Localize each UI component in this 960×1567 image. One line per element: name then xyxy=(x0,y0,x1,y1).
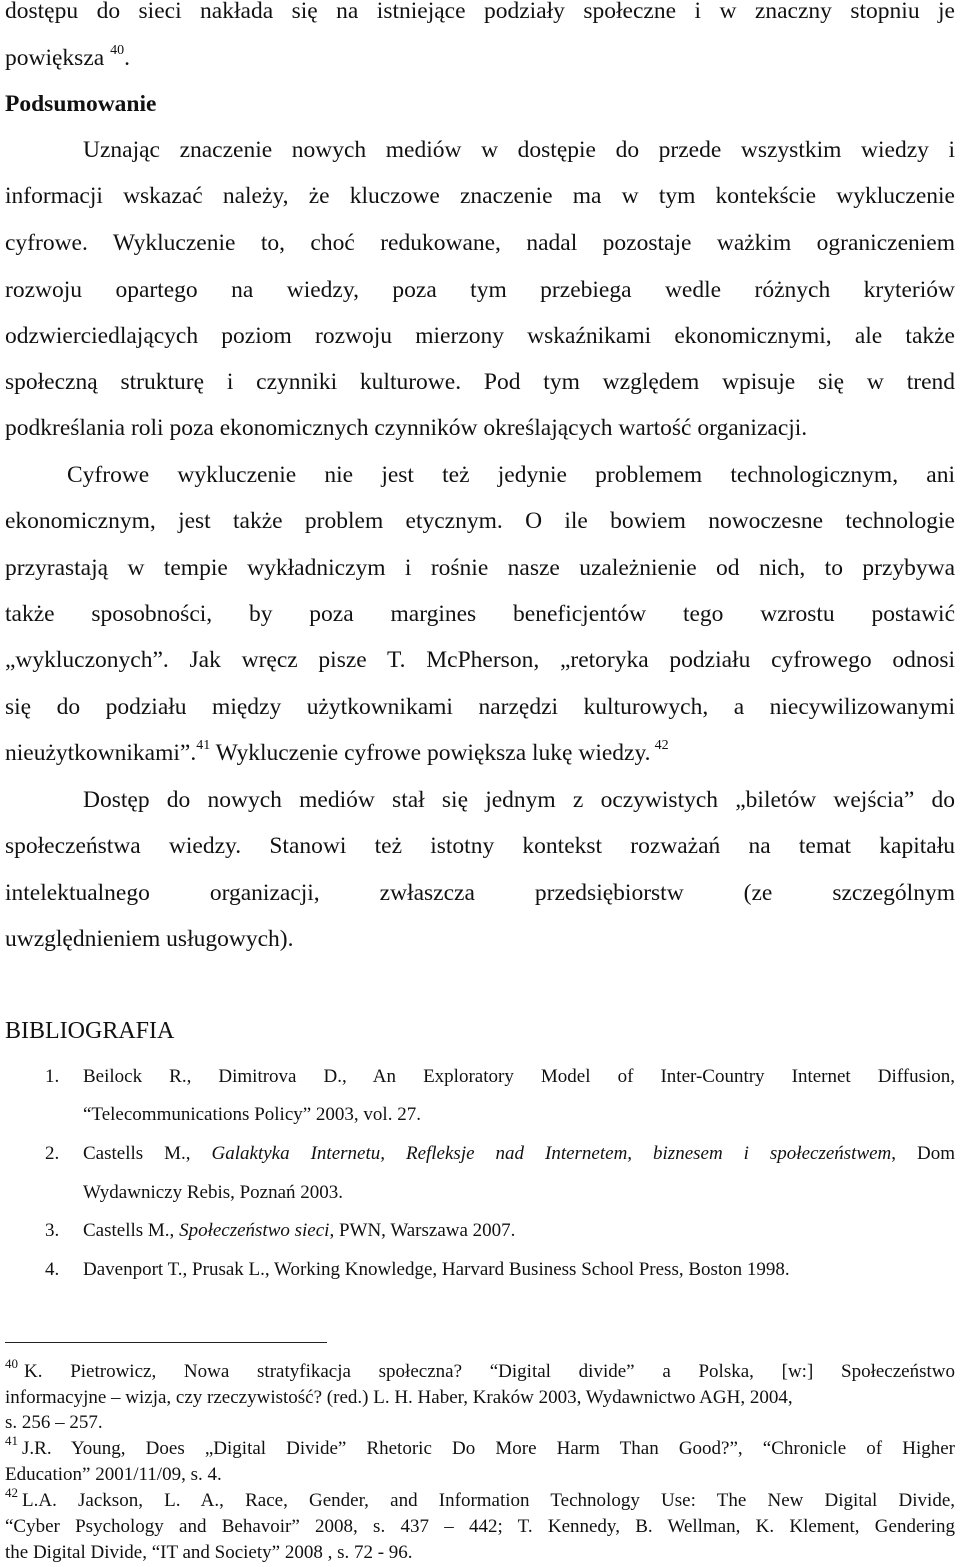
bibliography-title: BIBLIOGRAFIA xyxy=(5,1018,175,1044)
footnote-line xyxy=(5,1485,955,1514)
body-line: przyrastają w tempie wykładniczym i rośnie nasze uzależnienie od nich, to przybywa xyxy=(5,555,955,581)
body-line: Dostęp do nowych mediów stał się jednym z oczywistych „biletów wejścia” do xyxy=(83,787,955,813)
body-text: . xyxy=(124,45,130,71)
bibliography-line: Wydawniczy Rebis, Poznań 2003. xyxy=(83,1182,344,1203)
footnote-line: Education” 2001/11/09, s. 4. xyxy=(5,1464,222,1485)
footnote-line: s. 256 – 257. xyxy=(5,1412,103,1433)
footnote-line: the Digital Divide, “IT and Society” 2008 , s. 72 - 96. xyxy=(5,1542,413,1563)
bibliography-publisher: , Dom xyxy=(891,1143,956,1164)
body-line: cyfrowe. Wykluczenie to, choć redukowane, nadal pozostaje ważkim ograniczeniem xyxy=(5,230,955,256)
body-line: się do podziału między użytkownikami narzędzi kulturowych, a niecywilizowanymi xyxy=(5,694,955,720)
body-line: informacji wskazać należy, że kluczowe znaczenie ma w tym kontekście wykluczenie xyxy=(5,183,955,209)
body-line xyxy=(5,43,955,73)
bibliography-author: Castells M., xyxy=(83,1143,212,1164)
bibliography-author: Castells M., xyxy=(83,1220,180,1241)
bibliography-book-title: Społeczeństwo sieci xyxy=(179,1220,330,1241)
body-line: uwzględnieniem usługowych). xyxy=(5,926,294,952)
body-line: Cyfrowe wykluczenie nie jest też jedynie problemem technologicznym, ani xyxy=(67,462,955,488)
bibliography-line xyxy=(83,1218,515,1244)
body-line: Uznając znaczenie nowych mediów w dostępie do przede wszystkim wiedzy i xyxy=(83,137,955,163)
bibliography-publisher: , PWN, Warszawa 2007. xyxy=(329,1220,516,1241)
body-text: nieużytkownikami”. xyxy=(5,740,197,766)
body-line: ekonomicznym, jest także problem etycznym. O ile bowiem nowoczesne technologie xyxy=(5,508,955,534)
bibliography-number: 4. xyxy=(45,1259,60,1280)
section-heading: Podsumowanie xyxy=(5,91,157,117)
footnote-text: K. Pietrowicz, Nowa stratyfikacja społeczna? “Digital divide” a Polska, [w:] Społeczeństwo xyxy=(24,1361,955,1382)
body-text: Wykluczenie cyfrowe powiększa lukę wiedzy. xyxy=(210,740,651,766)
bibliography-book-title: Galaktyka Internetu, Refleksje nad Internetem, biznesem i społeczeństwem xyxy=(211,1143,892,1164)
footnote-ref-42: 42 xyxy=(654,738,669,753)
bibliography-line: “Telecommunications Policy” 2003, vol. 27. xyxy=(83,1104,421,1125)
bibliography-line: Beilock R., Dimitrova D., An Exploratory Model of Inter-Country Internet Diffusion, xyxy=(83,1066,955,1087)
bibliography-number: 1. xyxy=(45,1066,60,1087)
body-line: podkreślania roli poza ekonomicznych czynników określających wartość organizacji. xyxy=(5,415,808,441)
footnote-line xyxy=(5,1356,955,1385)
footnote-ref-41: 41 xyxy=(196,738,211,753)
bibliography-line xyxy=(83,1141,955,1167)
body-line: społeczeństwa wiedzy. Stanowi też istotny kontekst rozważań na temat kapitału xyxy=(5,833,955,859)
bibliography-number: 3. xyxy=(45,1220,60,1241)
body-line: odzwierciedlających poziom rozwoju mierzony wskaźnikami ekonomicznymi, ale także xyxy=(5,323,955,349)
body-text: powiększa xyxy=(5,45,105,71)
footnote-number-40: 40 xyxy=(5,1356,18,1371)
body-line: „wykluczonych”. Jak wręcz pisze T. McPherson, „retoryka podziału cyfrowego odnosi xyxy=(5,647,955,673)
body-line: społeczną strukturę i czynniki kulturowe. Pod tym względem wpisuje się w trend xyxy=(5,369,955,395)
body-line: dostępu do sieci nakłada się na istniejące podziały społeczne i w znaczny stopniu je xyxy=(5,0,955,24)
body-line: także sposobności, by poza margines beneficjentów tego wzrostu postawić xyxy=(5,601,955,627)
bibliography-line: Davenport T., Prusak L., Working Knowledge, Harvard Business School Press, Boston 1998. xyxy=(83,1259,790,1280)
body-line xyxy=(5,738,955,768)
footnote-number-41: 41 xyxy=(5,1433,18,1448)
footnote-text: J.R. Young, Does „Digital Divide” Rhetoric Do More Harm Than Good?”, “Chronicle of Higher xyxy=(22,1438,955,1459)
footnote-line: informacyjne – wizja, czy rzeczywistość? (red.) L. H. Haber, Kraków 2003, Wydawnictwo AGH, 2004, xyxy=(5,1387,793,1408)
footnote-line xyxy=(5,1433,955,1462)
footnote-separator xyxy=(5,1342,327,1343)
body-line: rozwoju opartego na wiedzy, poza tym przebiega wedle różnych kryteriów xyxy=(5,277,955,303)
bibliography-number: 2. xyxy=(45,1143,60,1164)
footnote-text: L.A. Jackson, L. A., Race, Gender, and Information Technology Use: The New Digital Divide, xyxy=(22,1490,955,1511)
footnote-number-42: 42 xyxy=(5,1485,18,1500)
footnote-ref-40: 40 xyxy=(110,43,125,58)
footnote-line: “Cyber Psychology and Behavoir” 2008, s. 437 – 442; T. Kennedy, B. Wellman, K. Klement, Gendering xyxy=(5,1516,955,1537)
body-line: intelektualnego organizacji, zwłaszcza przedsiębiorstw (ze szczególnym xyxy=(5,880,955,906)
